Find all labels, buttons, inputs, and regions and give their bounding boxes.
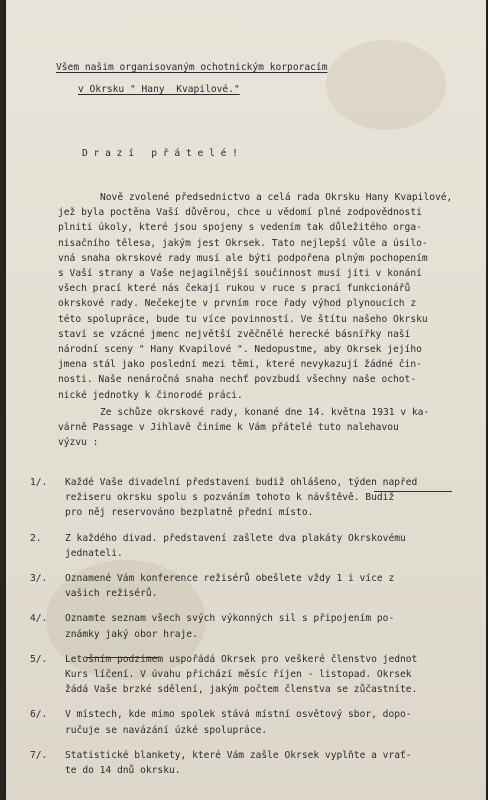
handwritten-underline bbox=[86, 657, 158, 658]
list-item-line: Oznamené Vám konference režisérů obešlete vždy 1 i více z bbox=[65, 573, 395, 584]
list-item-number: 7/. bbox=[30, 749, 48, 761]
body-line: staví se vzácné jmenc největší zvěčnělé herecké básnířky naší bbox=[58, 328, 411, 340]
list-item-line: žádá Vaše brzké sdělení, jakým počtem členstva se zůčastníte. bbox=[65, 684, 418, 696]
body-line: jmena stál jako poslední mezi těmi, které nevykazují žádné čin- bbox=[58, 359, 422, 371]
letter-sheet bbox=[6, 0, 486, 800]
list-item-number: 6/. bbox=[30, 709, 48, 721]
list-item-number: 1/. bbox=[30, 477, 48, 488]
body-line: s Vaší strany a Vaše nejagilnější součinnost musí jíti v konání bbox=[58, 268, 422, 279]
list-item-number: 4/. bbox=[30, 613, 48, 625]
body-line: nisačního tělesa, jakým jest Okrsek. Tato nejlepší vůle a úsilo- bbox=[58, 237, 428, 249]
body-line: všech prací které nás čekají rukou v ruce s prací funkcionářů bbox=[58, 283, 411, 295]
list-item-number: 2. bbox=[30, 532, 42, 544]
body-line: této spolupráce, bude tu více povinností. Ve štítu našeho Okrsku bbox=[58, 313, 428, 325]
body-line: okrskové rady. Nečekejte v prvním roce řady výhod plynoucích z bbox=[58, 298, 417, 310]
list-item-line: ručuje se navázání úzké spolupráce. bbox=[65, 724, 268, 736]
letter-header bbox=[56, 60, 328, 121]
body-line: národní sceny " Hany Kvapilové ". Nedopustme, aby Okrsek jejího bbox=[58, 344, 422, 355]
list-item-line: vašich režisérů. bbox=[65, 588, 158, 600]
body-line: nické jednotky k činorodé práci. bbox=[58, 389, 243, 401]
body-line: výzvu : bbox=[58, 437, 99, 449]
list-item-line: jednateli. bbox=[65, 547, 123, 559]
list-item-line: V místech, kde mimo spolek stává místní osvětový sbor, dopo- bbox=[65, 709, 412, 721]
body-line: Nově zvolené předsednictvo a celá rada Okrsku Hany Kvapilové, bbox=[100, 192, 453, 203]
handwritten-underline bbox=[374, 491, 452, 492]
list-item-line: Každé Vaše divadelní představení budiž ohlášeno, týden napřed bbox=[65, 477, 418, 488]
list-item-line: Oznamte seznam všech svých výkonných sil s připojením po- bbox=[65, 613, 395, 625]
header-line-1: Všem našim organisovaným ochotnickým korporacím bbox=[56, 62, 328, 73]
list-item-line: Kurs líčení. V úvahu přichází měsíc říjen - listopad. Okrsek bbox=[65, 669, 412, 680]
list-item-line: Statistické blankety, které Vám zašle Okrsek vyplňte a vrať- bbox=[65, 749, 412, 761]
header-line-2: v Okrsku " Hany Kvapilové." bbox=[78, 84, 240, 95]
body-line: Ze schůze okrskové rady, konané dne 14. května 1931 v ka- bbox=[100, 406, 430, 418]
body-line: várně Passage v Jihlavě činíme k Vám přátelé tuto nalehavou bbox=[58, 422, 399, 433]
list-item-line: te do 14 dnů okrsku. bbox=[65, 765, 181, 776]
body-line: nosti. Naše nenáročná snaha nechť povzbudí všechny naše ochot- bbox=[58, 374, 417, 386]
body-line: jež byla poctěna Vaší důvěrou, chce u vědomí plné zodpovědnosti bbox=[58, 207, 422, 219]
list-item-number: 3/. bbox=[30, 573, 48, 584]
list-item-line: známky jaký obor hraje. bbox=[65, 628, 198, 640]
list-item-line: Z každého divad. představení zašlete dva plakáty Okrskovému bbox=[65, 532, 406, 544]
body-line: vná snaha okrskové rady musí ale býti podpořena plným pochopením bbox=[58, 252, 428, 264]
list-item-line: Letošním podzimem uspořádá Okrsek pro veškeré členstvo jednot bbox=[65, 653, 418, 665]
list-item-number: 5/. bbox=[30, 653, 48, 665]
salutation: D r a z í p ř á t e l é ! bbox=[82, 148, 238, 159]
list-item-line: pro něj reservováno bezplatně přední místo. bbox=[65, 507, 314, 519]
list-item-line: režiseru okrsku spolu s pozváním tohoto k návštěvě. Budiž bbox=[65, 492, 395, 504]
body-line: plniti úkoly, které jsou spojeny s vedením tak důležitého orga- bbox=[58, 222, 422, 234]
paper-stain bbox=[326, 40, 446, 130]
